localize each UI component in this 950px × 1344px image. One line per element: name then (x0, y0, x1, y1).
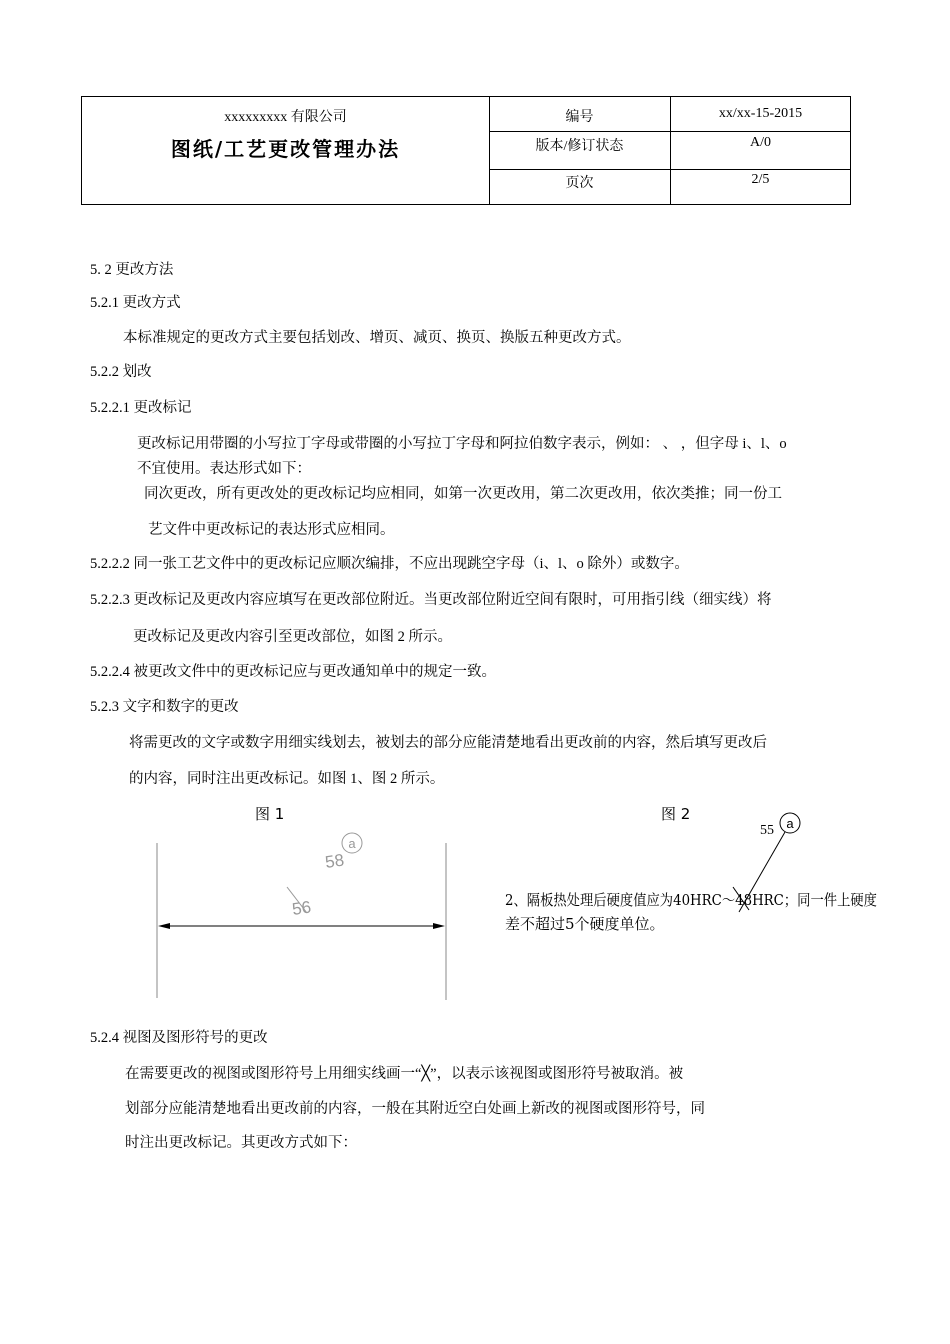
section-heading: 5. 2 更改方法 (90, 262, 174, 278)
company-name: xxxxxxxxx 有限公司 (224, 110, 347, 125)
paragraph: 划部分应能清楚地看出更改前的内容，一般在其附近空白处画上新改的视图或图形符号，同 (125, 1101, 705, 1117)
paragraph: 更改标记用带圈的小写拉丁字母或带圈的小写拉丁字母和阿拉伯数字表示，例如： 、 ，但字母 i、l、o (137, 436, 787, 452)
version-label: 版本/修订状态 (535, 139, 624, 154)
section-heading: 5.2.2.2 同一张工艺文件中的更改标记应顺次编排，不应出现跳空字母（i、l、o 除外）或数字。 (90, 556, 689, 572)
page-value: 2/5 (751, 172, 770, 187)
paragraph: 同次更改，所有更改处的更改标记均应相同，如第一次更改用，第二次更改用，依次类推；同一份工 (144, 486, 782, 502)
paragraph: 艺文件中更改标记的表达形式应相同。 (148, 522, 395, 538)
paragraph: 时注出更改标记。其更改方式如下： (125, 1135, 357, 1151)
page-label: 页次 (565, 176, 594, 191)
section-heading: 5.2.1 更改方式 (90, 295, 181, 311)
section-heading: 5.2.2.3 更改标记及更改内容应填写在更改部位附近。当更改部位附近空间有限时，可用指引线（细实线）将 (90, 592, 772, 608)
old-dimension-value: 56 (290, 897, 313, 919)
arrow-head (433, 923, 445, 929)
section-heading: 5.2.2.1 更改标记 (90, 400, 192, 416)
document-title: 图纸/工艺更改管理办法 (170, 137, 401, 161)
number-label: 编号 (565, 110, 594, 125)
figure2-label: 图 2 (661, 805, 691, 823)
section-heading: 5.2.3 文字和数字的更改 (90, 699, 239, 715)
number-value: xx/xx-15-2015 (718, 106, 803, 121)
section-heading: 5.2.2.4 被更改文件中的更改标记应与更改通知单中的规定一致。 (90, 664, 496, 680)
figure2-text-line: 差不超过5个硬度单位。 (505, 915, 665, 933)
paragraph: 更改标记及更改内容引至更改部位，如图 2 所示。 (133, 629, 452, 645)
change-mark-letter: a (348, 836, 356, 851)
section-heading: 5.2.4 视图及图形符号的更改 (90, 1030, 268, 1046)
figure1-label: 图 1 (255, 805, 285, 823)
paragraph: 将需更改的文字或数字用细实线划去，被划去的部分应能清楚地看出更改前的内容，然后填写更改后 (129, 735, 767, 751)
new-value: 55 (760, 823, 774, 838)
new-dimension-value: 58 (323, 850, 346, 872)
paragraph: 本标准规定的更改方式主要包括划改、增页、减页、换页、换版五种更改方式。 (123, 330, 631, 346)
paragraph: 在需要更改的视图或图形符号上用细实线画一“╳”，以表示该视图或图形符号被取消。被 (125, 1066, 684, 1082)
paragraph: 不宜使用。表达形式如下： (137, 461, 311, 477)
arrow-head (158, 923, 170, 929)
change-mark-letter: a (786, 816, 794, 831)
figure2-text-line: 2、隔板热处理后硬度值应为40HRC～48HRC；同一件上硬度 (505, 891, 877, 909)
section-heading: 5.2.2 划改 (90, 364, 152, 380)
version-value: A/0 (750, 135, 771, 150)
paragraph: 的内容，同时注出更改标记。如图 1、图 2 所示。 (129, 771, 445, 787)
